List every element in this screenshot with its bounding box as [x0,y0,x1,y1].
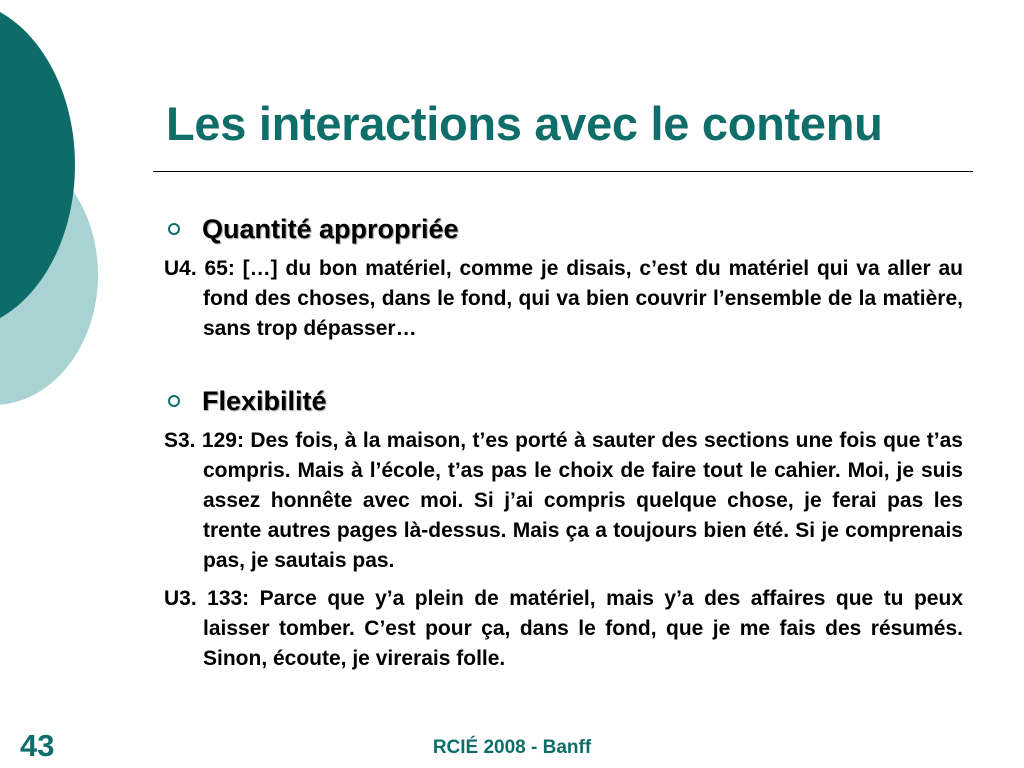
quote-s3-129: S3. 129: Des fois, à la maison, t’es porté à sauter des sections une fois que t’as compris. Mais à l’école, t’as pas le choix de faire tout le cahier. Moi, je suis assez honnête avec moi. Si j’ai compris quelque chose, je ferai pas les trente autres pages là-dessus. Mais ça a toujours bien été. Si je comprenais pas, je sautais pas. [164,429,963,572]
page-number: 43 [20,728,55,763]
section-heading-label: Quantité appropriée [202,214,459,244]
section-heading-quantite [164,210,963,248]
section-heading-label: Flexibilité [202,386,327,416]
title-divider [153,171,973,172]
hollow-circle-bullet-icon [168,395,180,407]
section-heading-flexibilite [164,382,963,420]
footer-text: RCIÉ 2008 - Banff [432,737,592,758]
quote-u3-133: U3. 133: Parce que y’a plein de matériel, mais y’a des affaires que tu peux laisser tomber. C’est pour ça, dans le fond, que je me fais des résumés. Sinon, écoute, je virerais folle. [164,587,963,670]
hollow-circle-bullet-icon [168,223,180,235]
slide-title: Les interactions avec le contenu [166,97,883,150]
quote-u4-65: U4. 65: […] du bon matériel, comme je disais, c’est du matériel qui va aller au fond des choses, dans le fond, qui va bien couvrir l’ensemble de la matière, sans trop dépasser… [164,257,963,340]
slide-content [164,208,963,674]
